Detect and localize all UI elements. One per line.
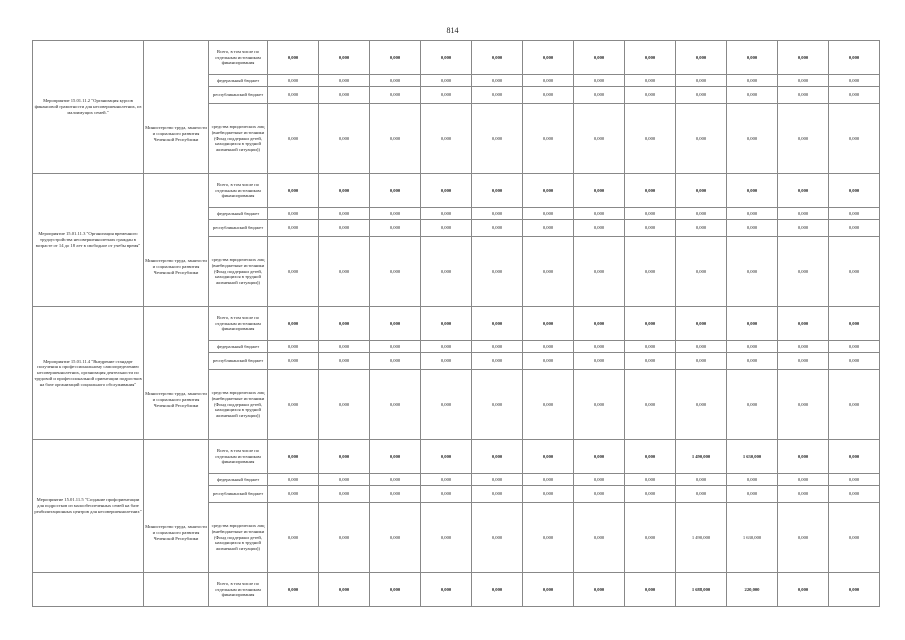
amount-cell: 0,000 [421,503,472,573]
amount-cell: 0,000 [370,474,421,486]
amount-cell: 0,000 [625,353,676,370]
amount-cell: 0,000 [778,341,829,353]
amount-cell: 0,000 [829,87,880,104]
amount-cell: 0,000 [472,503,523,573]
amount-cell: 0,000 [268,341,319,353]
funding-source-label: республиканский бюджет [209,220,268,237]
amount-cell: 0,000 [268,104,319,174]
amount-cell: 0,000 [727,220,778,237]
amount-cell: 0,000 [472,75,523,87]
amount-cell: 0,000 [370,341,421,353]
amount-cell: 0,000 [421,341,472,353]
amount-cell: 0,000 [421,208,472,220]
amount-cell: 0,000 [370,573,421,607]
amount-cell: 0,000 [778,104,829,174]
amount-cell: 0,000 [268,220,319,237]
amount-cell: 0,000 [370,104,421,174]
amount-cell: 0,000 [472,220,523,237]
amount-cell: 0,000 [421,353,472,370]
funding-source-label: средства юридических лиц (внебюджетные источники (Фонд поддержки детей, находящихся в трудной жизненной ситуации)) [209,370,268,440]
amount-cell: 1 630,000 [727,440,778,474]
amount-cell: 0,000 [523,208,574,220]
amount-cell: 0,000 [319,307,370,341]
amount-cell: 0,000 [778,41,829,75]
amount-cell: 0,000 [268,75,319,87]
amount-cell: 0,000 [523,87,574,104]
amount-cell: 0,000 [472,353,523,370]
amount-cell: 0,000 [421,486,472,503]
amount-cell: 0,000 [319,75,370,87]
amount-cell: 0,000 [727,307,778,341]
table-row [33,307,880,341]
amount-cell: 0,000 [727,208,778,220]
amount-cell: 0,000 [676,208,727,220]
amount-cell: 0,000 [523,503,574,573]
amount-cell: 0,000 [778,503,829,573]
amount-cell: 0,000 [523,353,574,370]
amount-cell: 0,000 [574,370,625,440]
amount-cell: 0,000 [574,503,625,573]
amount-cell: 220,000 [727,573,778,607]
funding-source-label: республиканский бюджет [209,486,268,503]
amount-cell: 0,000 [727,474,778,486]
amount-cell: 0,000 [574,440,625,474]
measure-title: Мероприятие 15.01.11.5 "Создание профориентации для подростков из малообеспеченных семей на базе реабилитационных центров для несовершеннолетних" [33,440,144,573]
amount-cell: 0,000 [625,220,676,237]
amount-cell: 0,000 [574,41,625,75]
amount-cell: 0,000 [574,237,625,307]
amount-cell: 0,000 [574,174,625,208]
executor: Министерство труда, занятости и социального развития Чеченской Республики [144,307,209,440]
amount-cell: 0,000 [523,41,574,75]
measure-title [33,573,144,607]
amount-cell: 0,000 [625,370,676,440]
amount-cell: 0,000 [421,87,472,104]
funding-source-label: средства юридических лиц (внебюджетные источники (Фонд поддержки детей, находящихся в трудной жизненной ситуации)) [209,503,268,573]
amount-cell: 0,000 [319,237,370,307]
amount-cell: 0,000 [319,503,370,573]
amount-cell: 0,000 [625,87,676,104]
amount-cell: 0,000 [523,220,574,237]
amount-cell: 0,000 [625,307,676,341]
amount-cell: 0,000 [829,75,880,87]
amount-cell: 0,000 [625,486,676,503]
amount-cell: 0,000 [523,237,574,307]
amount-cell: 0,000 [727,370,778,440]
amount-cell: 0,000 [829,174,880,208]
table-row [33,174,880,208]
amount-cell: 0,000 [319,220,370,237]
amount-cell: 0,000 [370,237,421,307]
table-row [33,573,880,607]
amount-cell: 0,000 [829,307,880,341]
measure-title: Мероприятие 15.01.11.3 "Организация временного трудоустройства несовершеннолетних граждан в возрасте от 14 до 18 лет в свободное от учебы время" [33,174,144,307]
measure-title: Мероприятие 15.01.11.4 "Внедрение стандарт получения к профессиональному самоопределению несовершеннолетних, организация деятельности по трудовой и профессиональной ориентации подростков на базе организаций социального обслуживания" [33,307,144,440]
amount-cell: 0,000 [574,75,625,87]
funding-source-label: федеральный бюджет [209,474,268,486]
amount-cell: 0,000 [523,486,574,503]
amount-cell: 0,000 [523,573,574,607]
amount-cell: 0,000 [829,220,880,237]
amount-cell: 0,000 [829,503,880,573]
amount-cell: 0,000 [676,370,727,440]
amount-cell: 0,000 [421,307,472,341]
amount-cell: 1 490,000 [676,440,727,474]
amount-cell: 0,000 [676,174,727,208]
amount-cell: 0,000 [676,341,727,353]
amount-cell: 0,000 [319,341,370,353]
amount-cell: 0,000 [319,486,370,503]
amount-cell: 0,000 [676,87,727,104]
amount-cell: 0,000 [778,237,829,307]
amount-cell: 0,000 [778,370,829,440]
amount-cell: 0,000 [574,474,625,486]
amount-cell: 1 688,000 [676,573,727,607]
amount-cell: 0,000 [523,370,574,440]
amount-cell: 0,000 [472,237,523,307]
executor: Министерство труда, занятости и социального развития Чеченской Республики [144,440,209,573]
amount-cell: 0,000 [319,573,370,607]
amount-cell: 0,000 [676,41,727,75]
amount-cell: 0,000 [268,237,319,307]
funding-source-label: республиканский бюджет [209,353,268,370]
amount-cell: 0,000 [778,440,829,474]
amount-cell: 0,000 [829,440,880,474]
amount-cell: 0,000 [472,174,523,208]
amount-cell: 0,000 [727,104,778,174]
amount-cell: 0,000 [370,208,421,220]
amount-cell: 0,000 [523,104,574,174]
amount-cell: 0,000 [370,87,421,104]
amount-cell: 0,000 [625,174,676,208]
executor [144,573,209,607]
amount-cell: 0,000 [421,474,472,486]
amount-cell: 0,000 [421,174,472,208]
amount-cell: 0,000 [727,237,778,307]
amount-cell: 0,000 [625,573,676,607]
amount-cell: 0,000 [778,486,829,503]
amount-cell: 0,000 [268,370,319,440]
amount-cell: 0,000 [829,486,880,503]
table-row [33,41,880,75]
amount-cell: 0,000 [472,104,523,174]
amount-cell: 0,000 [829,41,880,75]
amount-cell: 0,000 [472,307,523,341]
amount-cell: 0,000 [574,87,625,104]
amount-cell: 0,000 [676,486,727,503]
amount-cell: 0,000 [472,573,523,607]
amount-cell: 0,000 [829,573,880,607]
amount-cell: 0,000 [319,474,370,486]
amount-cell: 0,000 [574,341,625,353]
amount-cell: 0,000 [829,237,880,307]
amount-cell: 0,000 [778,474,829,486]
amount-cell: 0,000 [319,370,370,440]
amount-cell: 0,000 [421,75,472,87]
amount-cell: 0,000 [268,174,319,208]
amount-cell: 0,000 [778,353,829,370]
amount-cell: 0,000 [472,474,523,486]
amount-cell: 0,000 [676,104,727,174]
amount-cell: 0,000 [370,486,421,503]
amount-cell: 0,000 [421,370,472,440]
amount-cell: 0,000 [574,486,625,503]
amount-cell: 0,000 [523,474,574,486]
amount-cell: 0,000 [268,208,319,220]
amount-cell: 0,000 [421,573,472,607]
amount-cell: 0,000 [421,440,472,474]
amount-cell: 0,000 [727,41,778,75]
amount-cell: 0,000 [319,41,370,75]
amount-cell: 0,000 [778,573,829,607]
amount-cell: 0,000 [625,503,676,573]
amount-cell: 0,000 [319,208,370,220]
amount-cell: 0,000 [421,41,472,75]
amount-cell: 0,000 [268,503,319,573]
amount-cell: 0,000 [523,307,574,341]
amount-cell: 0,000 [370,440,421,474]
amount-cell: 0,000 [523,75,574,87]
amount-cell: 0,000 [523,440,574,474]
funding-source-label: федеральный бюджет [209,75,268,87]
amount-cell: 0,000 [574,208,625,220]
amount-cell: 0,000 [625,41,676,75]
amount-cell: 0,000 [778,208,829,220]
amount-cell: 0,000 [523,341,574,353]
budget-table [32,40,880,607]
amount-cell: 0,000 [727,87,778,104]
amount-cell: 0,000 [319,440,370,474]
amount-cell: 1 630,000 [727,503,778,573]
amount-cell: 0,000 [370,353,421,370]
amount-cell: 0,000 [421,104,472,174]
amount-cell: 0,000 [472,486,523,503]
amount-cell: 0,000 [676,220,727,237]
amount-cell: 0,000 [829,370,880,440]
amount-cell: 0,000 [319,174,370,208]
funding-source-label: Всего, в том числе по отдельным источникам финансирования [209,41,268,75]
amount-cell: 0,000 [829,104,880,174]
amount-cell: 0,000 [829,474,880,486]
amount-cell: 0,000 [829,341,880,353]
funding-source-label: Всего, в том числе по отдельным источникам финансирования [209,440,268,474]
funding-source-label: средства юридических лиц (внебюджетные источники (Фонд поддержки детей, находящихся в трудной жизненной ситуации)) [209,104,268,174]
amount-cell: 0,000 [268,353,319,370]
funding-source-label: Всего, в том числе по отдельным источникам финансирования [209,573,268,607]
amount-cell: 0,000 [472,87,523,104]
amount-cell: 0,000 [625,341,676,353]
amount-cell: 0,000 [778,174,829,208]
amount-cell: 0,000 [472,208,523,220]
amount-cell: 0,000 [727,75,778,87]
amount-cell: 0,000 [421,220,472,237]
amount-cell: 0,000 [472,341,523,353]
amount-cell: 0,000 [319,104,370,174]
amount-cell: 0,000 [727,341,778,353]
amount-cell: 0,000 [268,474,319,486]
amount-cell: 0,000 [370,307,421,341]
amount-cell: 0,000 [370,370,421,440]
amount-cell: 0,000 [625,104,676,174]
amount-cell: 0,000 [676,237,727,307]
amount-cell: 0,000 [472,370,523,440]
amount-cell: 0,000 [727,353,778,370]
amount-cell: 0,000 [574,353,625,370]
amount-cell: 0,000 [370,503,421,573]
amount-cell: 0,000 [319,353,370,370]
amount-cell: 0,000 [370,220,421,237]
amount-cell: 0,000 [727,486,778,503]
amount-cell: 0,000 [676,75,727,87]
amount-cell: 0,000 [778,75,829,87]
funding-source-label: республиканский бюджет [209,87,268,104]
amount-cell: 0,000 [727,174,778,208]
funding-source-label: федеральный бюджет [209,341,268,353]
amount-cell: 0,000 [370,75,421,87]
amount-cell: 0,000 [625,237,676,307]
amount-cell: 0,000 [370,174,421,208]
funding-source-label: средства юридических лиц (внебюджетные источники (Фонд поддержки детей, находящихся в трудной жизненной ситуации)) [209,237,268,307]
amount-cell: 0,000 [574,573,625,607]
amount-cell: 0,000 [268,307,319,341]
amount-cell: 0,000 [829,353,880,370]
amount-cell: 0,000 [778,220,829,237]
table-row [33,440,880,474]
funding-source-label: федеральный бюджет [209,208,268,220]
funding-source-label: Всего, в том числе по отдельным источникам финансирования [209,174,268,208]
amount-cell: 0,000 [625,208,676,220]
amount-cell: 0,000 [625,75,676,87]
funding-source-label: Всего, в том числе по отдельным источникам финансирования [209,307,268,341]
measure-title: Мероприятие 15.01.11.2 "Организация курсов финансовой грамотности для несовершеннолетних, из малоимущих семей." [33,41,144,174]
amount-cell: 0,000 [625,474,676,486]
page-number: 814 [446,26,459,35]
amount-cell: 0,000 [472,41,523,75]
amount-cell: 0,000 [268,41,319,75]
amount-cell: 0,000 [421,237,472,307]
amount-cell: 0,000 [676,307,727,341]
amount-cell: 0,000 [472,440,523,474]
amount-cell: 0,000 [319,87,370,104]
amount-cell: 1 490,000 [676,503,727,573]
amount-cell: 0,000 [268,486,319,503]
amount-cell: 0,000 [574,220,625,237]
amount-cell: 0,000 [676,353,727,370]
amount-cell: 0,000 [268,573,319,607]
executor: Министерство труда, занятости и социального развития Чеченской Республики [144,174,209,307]
amount-cell: 0,000 [268,87,319,104]
amount-cell: 0,000 [370,41,421,75]
amount-cell: 0,000 [778,87,829,104]
amount-cell: 0,000 [829,208,880,220]
amount-cell: 0,000 [268,440,319,474]
amount-cell: 0,000 [676,474,727,486]
amount-cell: 0,000 [574,104,625,174]
executor: Министерство труда, занятости и социального развития Чеченской Республики [144,41,209,174]
amount-cell: 0,000 [625,440,676,474]
amount-cell: 0,000 [574,307,625,341]
amount-cell: 0,000 [778,307,829,341]
amount-cell: 0,000 [523,174,574,208]
